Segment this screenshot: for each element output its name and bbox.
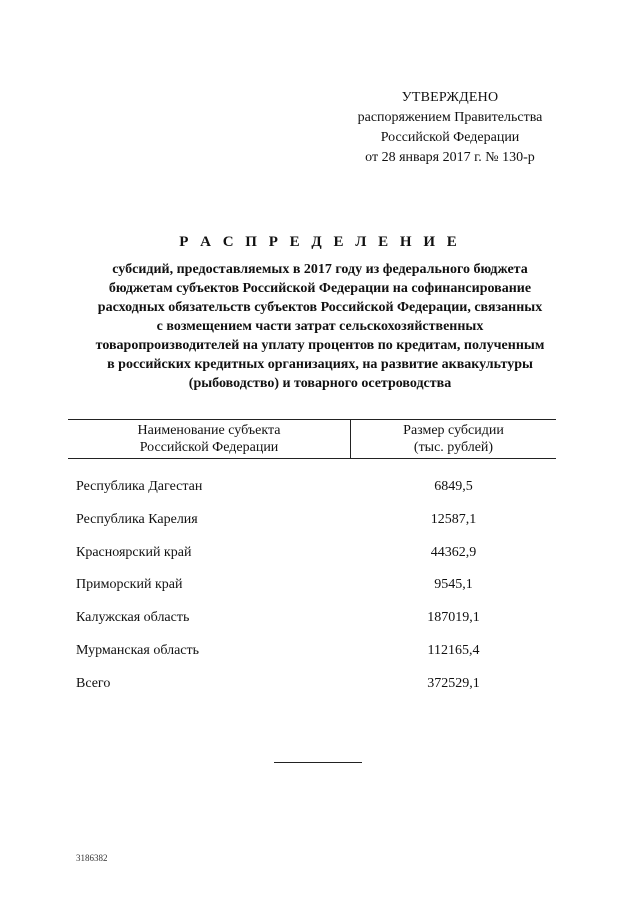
subsidy-value: 6849,5 <box>434 479 473 494</box>
document-subtitle <box>50 260 590 393</box>
subtitle-line: бюджетам субъектов Российской Федерации на софинансирование <box>108 281 532 296</box>
table-header-bottom-border <box>68 458 556 459</box>
subsidy-value: 112165,4 <box>427 643 480 658</box>
subtitle-line: товаропроизводителей на уплату процентов по кредитам, полученным <box>95 338 545 353</box>
total-label: Всего <box>76 676 111 691</box>
table-row <box>68 510 556 530</box>
subsidy-value: 12587,1 <box>430 512 477 527</box>
column-header-line: Российской Федерации <box>139 440 279 455</box>
document-code: 3186382 <box>76 853 108 863</box>
column-header-line: (тыс. рублей) <box>413 440 494 455</box>
approval-line-2: Российской Федерации <box>380 130 520 145</box>
subsidy-value: 187019,1 <box>427 610 480 625</box>
document-title: Р А С П Р Е Д Е Л Е Н И Е <box>179 234 461 250</box>
table-row <box>68 575 556 595</box>
subsidy-value: 44362,9 <box>430 545 477 560</box>
end-of-document-line <box>274 762 362 763</box>
approval-line-1: распоряжением Правительства <box>357 110 543 125</box>
column-header-line: Размер субсидии <box>403 423 504 438</box>
subtitle-line: (рыбоводство) и товарного осетроводства <box>188 376 452 391</box>
total-value: 372529,1 <box>427 676 480 691</box>
table-top-border <box>68 419 556 420</box>
approval-heading: УТВЕРЖДЕНО <box>401 90 499 105</box>
column-header-subsidy <box>351 422 556 456</box>
region-name: Республика Дагестан <box>76 479 203 494</box>
approval-line-3: от 28 января 2017 г. № 130-р <box>365 150 535 165</box>
region-name: Приморский край <box>76 577 183 592</box>
subsidy-value: 9545,1 <box>434 577 473 592</box>
table-row <box>68 641 556 661</box>
table-row <box>68 477 556 497</box>
column-header-line: Наименование субъекта <box>137 423 281 438</box>
table-row-total <box>68 674 556 694</box>
approval-block <box>330 88 570 168</box>
column-header-region <box>68 422 350 456</box>
table-row <box>68 543 556 563</box>
table-row <box>68 608 556 628</box>
region-name: Мурманская область <box>76 643 200 658</box>
region-name: Калужская область <box>76 610 190 625</box>
subtitle-line: расходных обязательств субъектов Российской Федерации, связанных <box>97 300 543 315</box>
region-name: Республика Карелия <box>76 512 198 527</box>
subtitle-line: с возмещением части затрат сельскохозяйственных <box>156 319 484 334</box>
region-name: Красноярский край <box>76 545 192 560</box>
subtitle-line: в российских кредитных организациях, на развитие аквакультуры <box>107 357 533 372</box>
subtitle-line: субсидий, предоставляемых в 2017 году из федерального бюджета <box>112 262 528 277</box>
